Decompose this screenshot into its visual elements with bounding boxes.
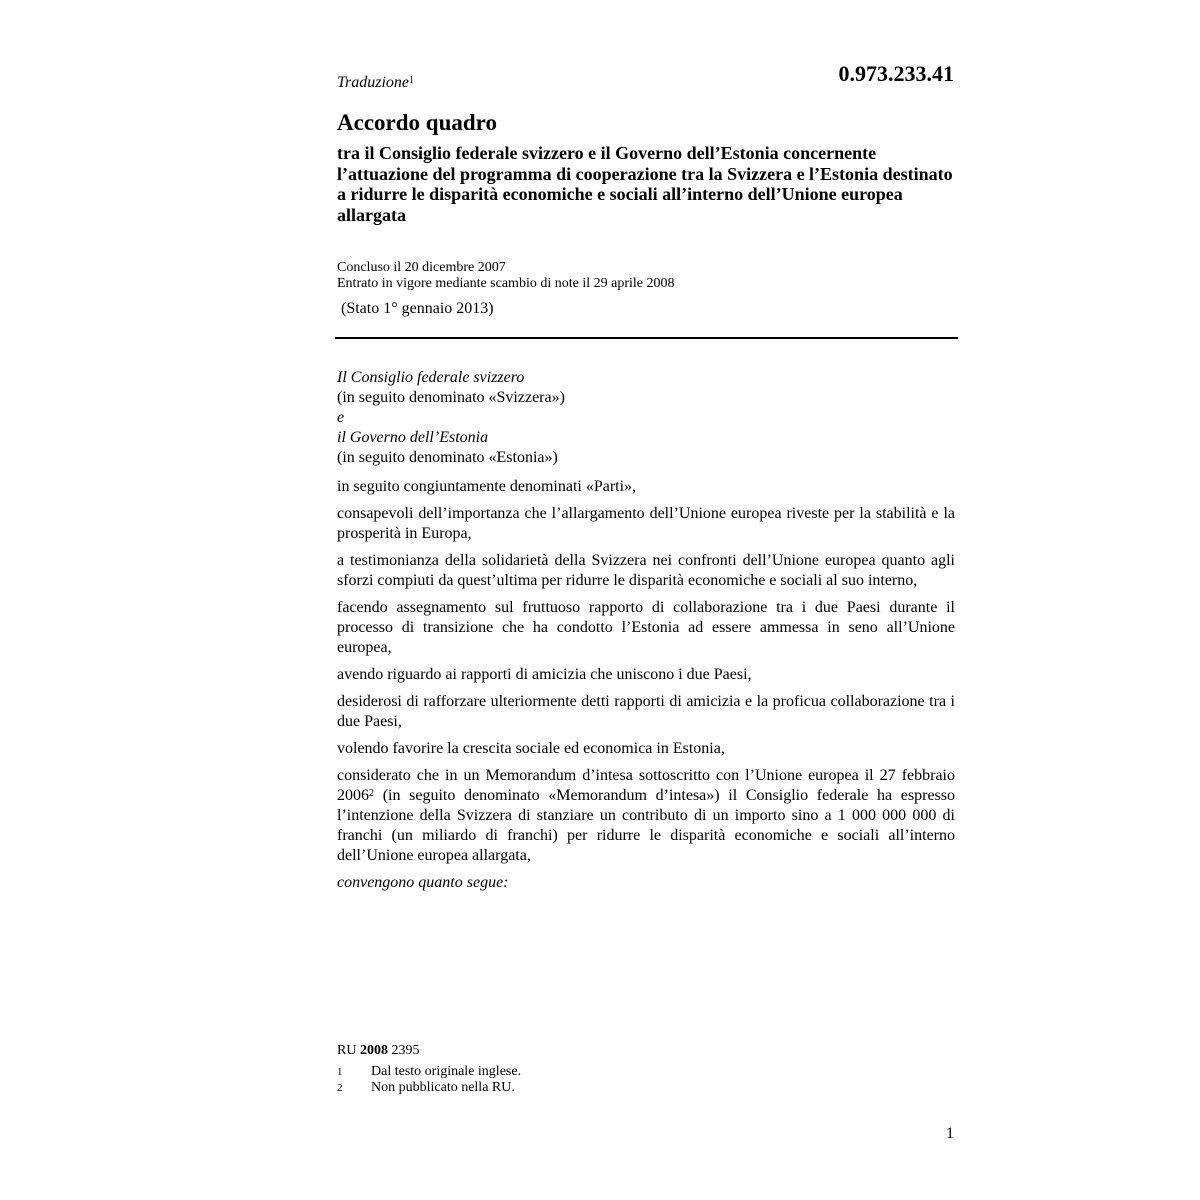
- ru-prefix: RU: [337, 1043, 357, 1058]
- footnote-ref-1[interactable]: 1: [409, 75, 415, 86]
- preamble-paragraph-6: volendo favorire la crescita sociale ed economica in Estonia,: [337, 740, 725, 757]
- page-number: 1: [946, 1125, 954, 1142]
- preamble: [337, 368, 955, 893]
- preamble-paragraph-4: avendo riguardo ai rapporti di amicizia che uniscono i due Paesi,: [337, 666, 752, 683]
- ru-page: 2395: [391, 1043, 420, 1058]
- preamble-paragraph-7: [337, 766, 955, 866]
- preamble-paragraph-7-start: considerato che in un Memorandum d’intesa sottoscritto con l’Unione europea il 27 febbraio 2006: [337, 767, 955, 804]
- entry-into-force: Entrato in vigore mediante scambio di note il 29 aprile 2008: [337, 276, 675, 291]
- footnote-ref-2[interactable]: 2: [369, 788, 374, 799]
- document-meta: [337, 260, 955, 292]
- preamble-paragraph-5: desiderosi di rafforzare ulteriormente detti rapporti di amicizia e la proficua collaborazione tra i due Paesi,: [337, 693, 955, 730]
- page-footer: [337, 1043, 955, 1096]
- preamble-paragraph-3: facendo assegnamento sul fruttuoso rapporto di collaborazione tra i due Paesi durante il processo di transizione che ha condotto l’Estonia ad essere ammessa in seno all’Unione europea,: [337, 599, 955, 656]
- party-swiss: Il Consiglio federale svizzero: [337, 369, 525, 386]
- ru-year: 2008: [359, 1043, 388, 1058]
- document-number: 0.973.233.41: [838, 61, 954, 86]
- party-swiss-alias: (in seguito denominato «Svizzera»): [337, 389, 565, 406]
- preamble-paragraph-7-end: (in seguito denominato «Memorandum d’intesa») il Consiglio federale ha espresso l’intenzione della Svizzera di stanziare un contributo di un importo sino a 1 000 000 000 di franchi (un miliardo di franchi) per ridurre le disparità economiche e sociali all’interno dell’Unione europea allargata,: [337, 787, 955, 864]
- parties-joint: in seguito congiuntamente denominati «Parti»,: [337, 478, 637, 495]
- footnote-number: 1: [337, 1066, 343, 1078]
- footnote-number: 2: [337, 1082, 343, 1094]
- preamble-paragraph-2: a testimonianza della solidarietà della Svizzera nei confronti dell’Unione europea quanto agli sforzi compiuti da quest’ultima per ridurre le disparità economiche e sociali al suo interno,: [337, 552, 955, 589]
- party-estonia: il Governo dell’Estonia: [337, 429, 489, 446]
- document-title: Accordo quadro: [337, 110, 497, 135]
- document-subtitle: tra il Consiglio federale svizzero e il Governo dell’Estonia concernente l’attuazione del programma di cooperazione tra la Svizzera e l’Estonia destinato a ridurre le disparità economiche e sociali all’interno dell’Unione europea allargata: [337, 143, 953, 225]
- header-divider: [335, 337, 958, 339]
- ru-reference: [337, 1043, 955, 1059]
- preamble-closing: convengono quanto segue:: [337, 874, 509, 891]
- footnote-2: [337, 1080, 955, 1096]
- concluded-date: Concluso il 20 dicembre 2007: [337, 260, 506, 275]
- preamble-paragraph-1: consapevoli dell’importanza che l’allargamento dell’Unione europea riveste per la stabilità e la prosperità in Europa,: [337, 505, 955, 542]
- translation-text: Traduzione: [337, 74, 410, 91]
- footnote-text: Non pubblicato nella RU.: [371, 1080, 515, 1095]
- footnote-1: [337, 1064, 955, 1080]
- status-date: (Stato 1° gennaio 2013): [341, 300, 494, 317]
- conjunction: e: [337, 409, 345, 426]
- translation-label: [337, 72, 955, 94]
- footnote-text: Dal testo originale inglese.: [371, 1064, 522, 1079]
- party-estonia-alias: (in seguito denominato «Estonia»): [337, 449, 558, 466]
